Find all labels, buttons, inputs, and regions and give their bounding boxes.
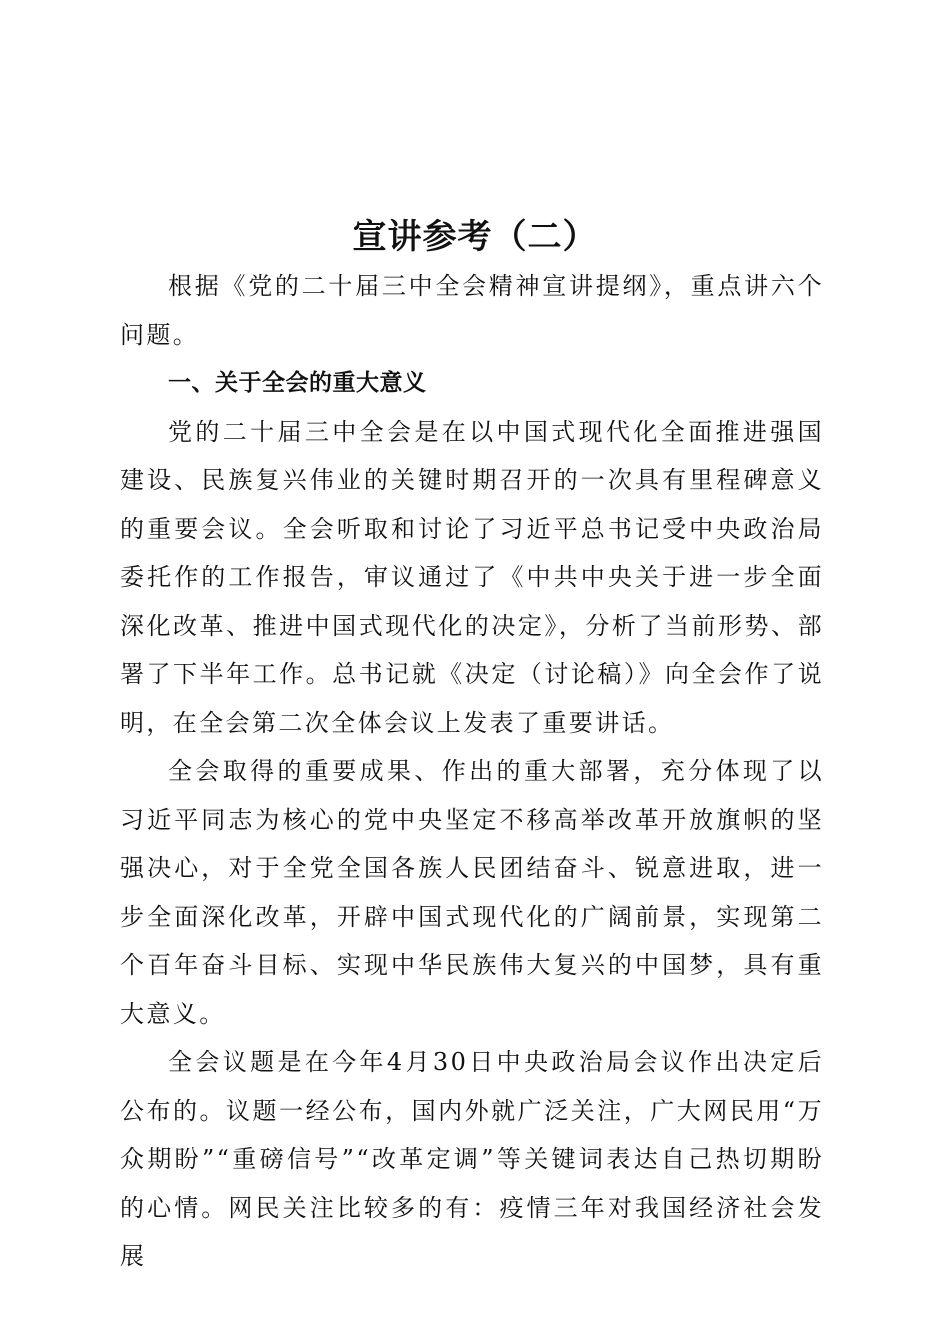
document-body — [120, 262, 824, 1281]
section-heading: 一、关于全会的重大意义 — [168, 370, 427, 396]
body-paragraph: 全会议题是在今年4月30日中央政治局会议作出决定后公布的。议题一经公布，国内外就广泛关注，广大网民用“万众期盼”“重磅信号”“改革定调”等关键词表达自己热切期盼的心情。网民关注比较多的有：疫情三年对我国经济社会发展 — [120, 1048, 824, 1270]
body-paragraph: 全会取得的重要成果、作出的重大部署，充分体现了以习近平同志为核心的党中央坚定不移高举改革开放旗帜的坚强决心，对于全党全国各族人民团结奋斗、锐意进取，进一步全面深化改革，开辟中国式现代化的广阔前景，实现第二个百年奋斗目标、实现中华民族伟大复兴的中国梦，具有重大意义。 — [120, 757, 824, 1028]
document-title: 宣讲参考（二） — [352, 216, 598, 257]
body-paragraph: 党的二十届三中全会是在以中国式现代化全面推进强国建设、民族复兴伟业的关键时期召开的一次具有里程碑意义的重要会议。全会听取和讨论了习近平总书记受中央政治局委托作的工作报告，审议通过了《中共中央关于进一步全面深化改革、推进中国式现代化的决定》，分析了当前形势、部署了下半年工作。总书记就《决定（讨论稿）》向全会作了说明，在全会第二次全体会议上发表了重要讲话。 — [120, 417, 824, 737]
intro-paragraph: 根据《党的二十届三中全会精神宣讲提纲》，重点讲六个问题。 — [120, 272, 824, 349]
